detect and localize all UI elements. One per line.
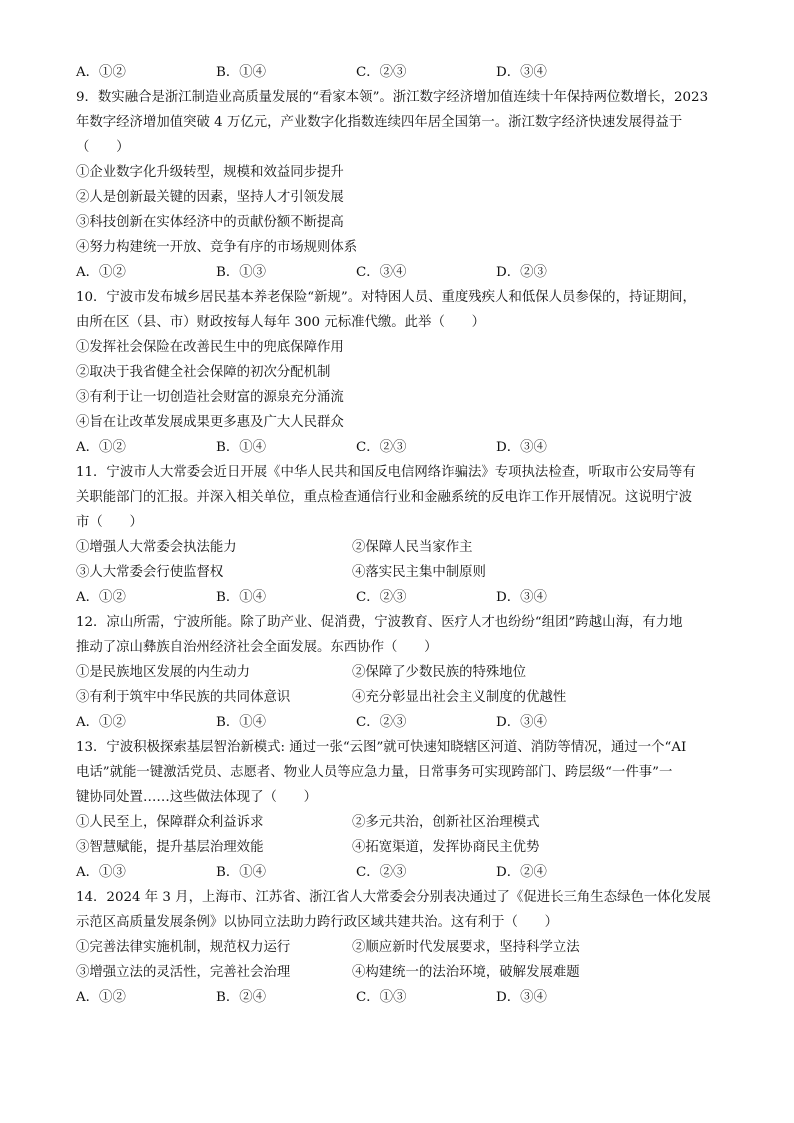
q10-statement-1: ①发挥社会保险在改善民生中的兜底保障作用 — [76, 340, 344, 355]
question-10 — [76, 285, 726, 460]
q13-statements-row — [76, 810, 726, 835]
q13-statement-2: ②多元共治，创新社区治理模式 — [352, 815, 540, 830]
q11-option-c[interactable]: C．②③ — [356, 590, 407, 605]
q14-option-d[interactable]: D．③④ — [496, 990, 547, 1005]
q14-statement-2: ②顺应新时代发展要求，坚持科学立法 — [352, 940, 580, 955]
q9-option-d[interactable]: D．②③ — [496, 265, 547, 280]
q14-statement-1: ①完善法律实施机制，规范权力运行 — [76, 940, 291, 955]
q8-option-c[interactable]: C．②③ — [356, 65, 407, 80]
q13-statement-4: ④拓宽渠道，发挥协商民主优势 — [352, 840, 540, 855]
q11-option-d[interactable]: D．③④ — [496, 590, 547, 605]
q10-statement-3: ③有利于让一切创造社会财富的源泉充分涌流 — [76, 390, 344, 405]
question-11 — [76, 460, 726, 610]
q9-statement-1: ①企业数字化升级转型，规模和效益同步提升 — [76, 165, 344, 180]
q14-statement-3: ③增强立法的灵活性，完善社会治理 — [76, 965, 291, 980]
q11-option-a[interactable]: A．①② — [76, 590, 126, 605]
q8-option-b[interactable]: B．①④ — [216, 65, 267, 80]
q13-stem-line: 键协同处置……这些做法体现了（ ） — [76, 790, 318, 805]
question-9 — [76, 85, 726, 285]
q11-statement-3: ③人大常委会行使监督权 — [76, 565, 224, 580]
q11-stem-line: 关职能部门的汇报。并深入相关单位，重点检查通信行业和金融系统的反电诈工作开展情况。这说明宁波 — [76, 490, 692, 505]
q11-options — [76, 585, 726, 610]
q12-option-c[interactable]: C．②③ — [356, 715, 407, 730]
q13-stem-line: 13．宁波积极探索基层智治新模式: 通过一张“云图”就可快速知晓辖区河道、消防等情况，通过一个“AI — [76, 740, 687, 755]
question-14 — [76, 885, 726, 1010]
q12-statements-row — [76, 660, 726, 685]
q12-option-b[interactable]: B．①④ — [216, 715, 267, 730]
q10-statement-2: ②取决于我省健全社会保障的初次分配机制 — [76, 365, 331, 380]
q14-option-b[interactable]: B．②④ — [216, 990, 267, 1005]
q12-option-d[interactable]: D．③④ — [496, 715, 547, 730]
q14-stem-line: 示范区高质量发展条例》以协同立法助力跨行政区域共建共治。这有利于（ ） — [76, 915, 559, 930]
q8-options — [76, 60, 726, 85]
q14-statements-row — [76, 935, 726, 960]
q12-option-a[interactable]: A．①② — [76, 715, 126, 730]
q12-statement-2: ②保障了少数民族的特殊地位 — [352, 665, 527, 680]
q11-statement-1: ①增强人大常委会执法能力 — [76, 540, 237, 555]
q13-options — [76, 860, 726, 885]
q12-statement-1: ①是民族地区发展的内生动力 — [76, 665, 251, 680]
q10-option-a[interactable]: A．①② — [76, 440, 126, 455]
q9-stem-line: （ ） — [76, 140, 130, 155]
q11-statements-row — [76, 560, 726, 585]
q9-statement-3: ③科技创新在实体经济中的贡献份额不断提高 — [76, 215, 344, 230]
q11-stem-line: 11．宁波市人大常委会近日开展《中华人民共和国反电信网络诈骗法》专项执法检查，听取市公安局等有 — [76, 465, 696, 480]
q9-stem-line: 年数字经济增加值突破 4 万亿元，产业数字化指数连续四年居全国第一。浙江数字经济快速发展得益于 — [76, 115, 683, 130]
q10-option-d[interactable]: D．③④ — [496, 440, 547, 455]
q9-option-a[interactable]: A．①② — [76, 265, 126, 280]
q12-statement-4: ④充分彰显出社会主义制度的优越性 — [352, 690, 567, 705]
question-13 — [76, 735, 726, 885]
q9-options — [76, 260, 726, 285]
exam-page — [76, 60, 726, 1010]
q14-statement-4: ④构建统一的法治环境，破解发展难题 — [352, 965, 580, 980]
question-12 — [76, 610, 726, 735]
q8-option-d[interactable]: D．③④ — [496, 65, 547, 80]
q14-option-c[interactable]: C．①③ — [356, 990, 407, 1005]
q11-statements-row — [76, 535, 726, 560]
q12-stem-line: 推动了凉山彝族自治州经济社会全面发展。东西协作（ ） — [76, 640, 438, 655]
q13-option-b[interactable]: B．①④ — [216, 865, 267, 880]
q13-statements-row — [76, 835, 726, 860]
q13-stem-line: 电话”就能一键激活党员、志愿者、物业人员等应急力量，日常事务可实现跨部门、跨层级“一件事”一 — [76, 765, 673, 780]
q13-option-c[interactable]: C．②③ — [356, 865, 407, 880]
q10-option-c[interactable]: C．②③ — [356, 440, 407, 455]
q14-options — [76, 985, 726, 1010]
q11-statement-4: ④落实民主集中制原则 — [352, 565, 486, 580]
q14-stem-line: 14．2024 年 3 月，上海市、江苏省、浙江省人大常委会分别表决通过了《促进长三角生态绿色一体化发展 — [76, 890, 711, 905]
q11-stem-line: 市（ ） — [76, 515, 143, 530]
q9-statement-2: ②人是创新最关键的因素，坚持人才引领发展 — [76, 190, 344, 205]
q14-statements-row — [76, 960, 726, 985]
q12-statement-3: ③有利于筑牢中华民族的共同体意识 — [76, 690, 291, 705]
q12-statements-row — [76, 685, 726, 710]
q9-statement-4: ④努力构建统一开放、竞争有序的市场规则体系 — [76, 240, 358, 255]
q10-stem-line: 由所在区（县、市）财政按每人每年 300 元标准代缴。此举（ ） — [76, 315, 486, 330]
q13-statement-3: ③智慧赋能，提升基层治理效能 — [76, 840, 264, 855]
q10-options — [76, 435, 726, 460]
q10-option-b[interactable]: B．①④ — [216, 440, 267, 455]
q9-option-b[interactable]: B．①③ — [216, 265, 267, 280]
q12-stem-line: 12．凉山所需，宁波所能。除了助产业、促消费，宁波教育、医疗人才也纷纷“组团”跨越山海，有力地 — [76, 615, 683, 630]
q13-statement-1: ①人民至上，保障群众利益诉求 — [76, 815, 264, 830]
q12-options — [76, 710, 726, 735]
q9-option-c[interactable]: C．③④ — [356, 265, 407, 280]
q11-option-b[interactable]: B．①④ — [216, 590, 267, 605]
q14-option-a[interactable]: A．①② — [76, 990, 126, 1005]
q10-statement-4: ④旨在让改革发展成果更多惠及广大人民群众 — [76, 415, 344, 430]
q13-option-a[interactable]: A．①③ — [76, 865, 126, 880]
q11-statement-2: ②保障人民当家作主 — [352, 540, 473, 555]
q9-stem-line: 9．数实融合是浙江制造业高质量发展的“看家本领”。浙江数字经济增加值连续十年保持两位数增长，2023 — [76, 90, 709, 105]
q10-stem-line: 10．宁波市发布城乡居民基本养老保险“新规”。对特困人员、重度残疾人和低保人员参保的，持证期间， — [76, 290, 696, 305]
q8-option-a[interactable]: A．①② — [76, 65, 126, 80]
q13-option-d[interactable]: D．②④ — [496, 865, 547, 880]
